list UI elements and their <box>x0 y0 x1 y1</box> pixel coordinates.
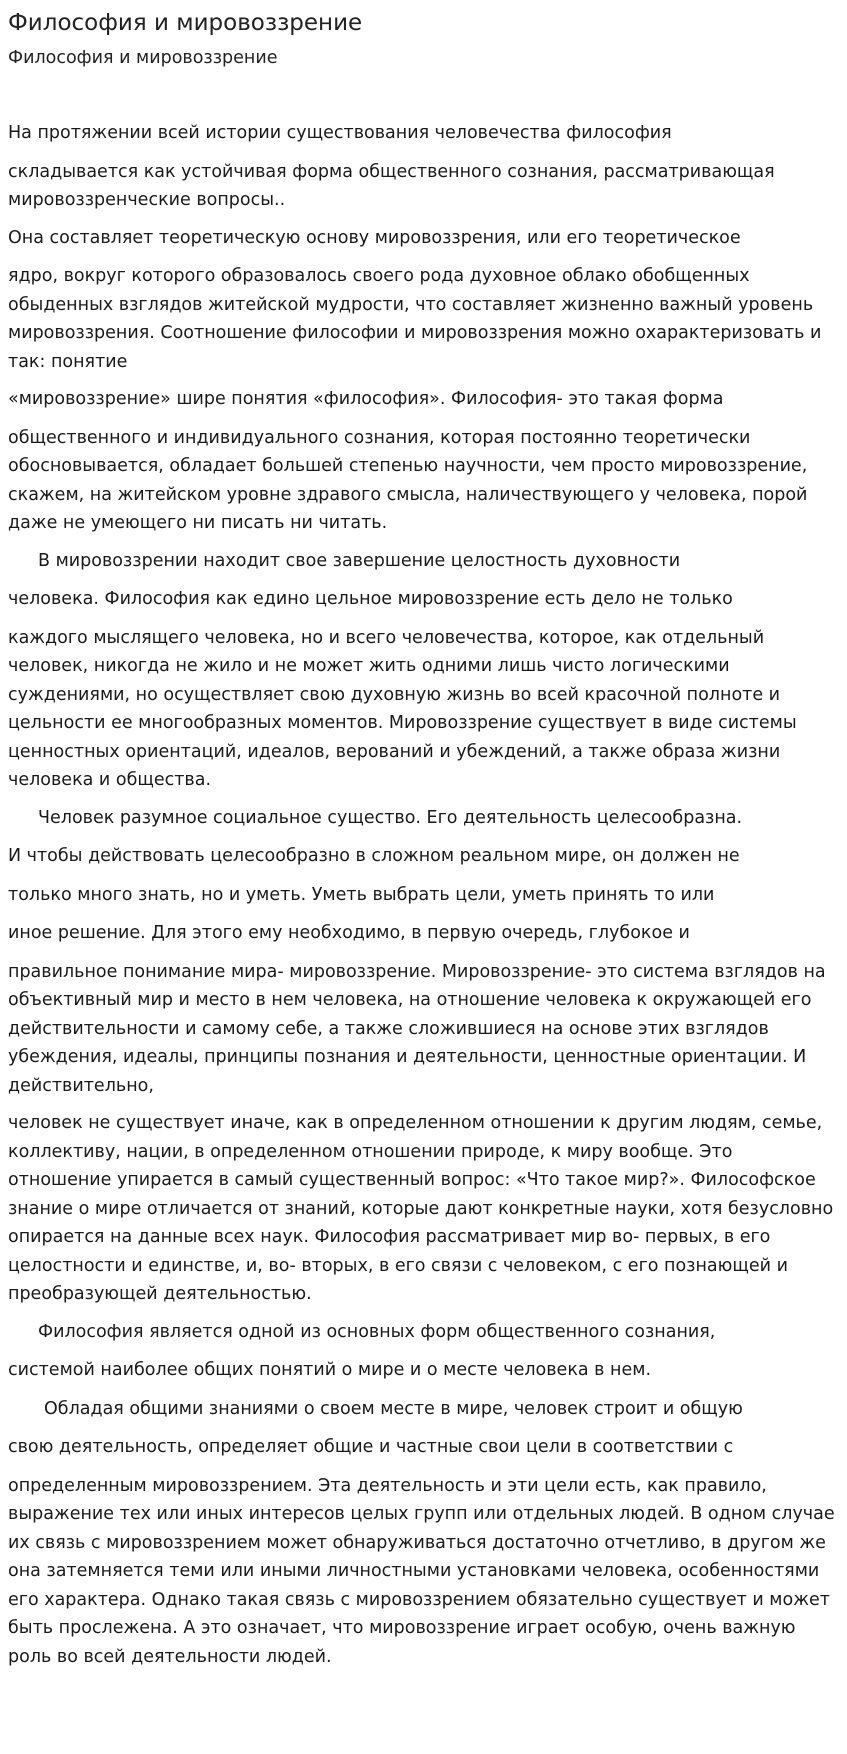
paragraph-4: ядро, вокруг которого образовалось своего рода духовное облако обобщенных обыденных взглядов житейской мудрости, что составляет жизненно важный уровень мировоззрения. Соотношение философии и мировоззрения можно охарактеризовать и так: понятие <box>8 266 822 372</box>
paragraph-11: И чтобы действовать целесообразно в сложном реальном мире, он должен не <box>8 846 740 866</box>
paragraph-18: Обладая общими знаниями о своем месте в мире, человек строит и общую <box>44 1398 743 1419</box>
paragraph-6: общественного и индивидуального сознания, которая постоянно теоретически обосновывается, обладает большей степенью научности, чем просто мировоззрение, скажем, на житейском уровне здравого смысла, наличествующего у человека, порой даже не умеющего ни писать ни читать. <box>8 427 808 533</box>
paragraph-7: В мировоззрении находит свое завершение целостность духовности <box>38 550 681 571</box>
paragraph-13: иное решение. Для этого ему необходимо, в первую очередь, глубокое и <box>8 923 690 943</box>
paragraph-16: Философия является одной из основных форм общественного сознания, <box>38 1321 716 1342</box>
paragraph-14: правильное понимание мира- мировоззрение. Мировоззрение- это система взглядов на объективный мир и место в нем человека, на отношение человека к окружающей его действительности и самому себе, а также сложившиеся на основе этих взглядов убеждения, идеалы, принципы познания и деятельности, ценностные ориентации. И действительно, <box>8 961 826 1096</box>
paragraph-3: Она составляет теоретическую основу мировоззрения, или его теоретическое <box>8 227 741 248</box>
paragraph-5: «мировоззрение» шире понятия «философия». Философия- это такая форма <box>8 389 724 409</box>
paragraph-9: каждого мыслящего человека, но и всего человечества, которое, как отдельный человек, никогда не жило и не может жить одними лишь чисто логическими суждениями, но осуществляет свою духовную жизнь во всей красочной полноте и цельности ее многообразных моментов. Мировоззрение существует в виде системы ценностных ориентаций, идеалов, верований и убеждений, а также образа жизни человека и общества. <box>8 627 797 790</box>
paragraph-1: На протяжении всей истории существования человечества философия <box>8 123 672 143</box>
paragraph-12: только много знать, но и уметь. Уметь выбрать цели, уметь принять то или <box>8 884 715 905</box>
paragraph-10: Человек разумное социальное существо. Его деятельность целесообразна. <box>38 807 743 828</box>
paragraph-15: человек не существует иначе, как в определенном отношении к другим людям, семье, коллективу, нации, в определенном отношении природе, к миру вообще. Это отношение упирается в самый существенный вопрос: «Что такое мир?». Философское знание о мире отличается от знаний, которые дают конкретные науки, хотя безусловно опирается на данные всех наук. Философия рассматривает мир во- первых, в его целостности и единстве, и, во- вторых, в его связи с человеком, с его познающей и преобразующей деятельностью. <box>8 1113 834 1304</box>
document-body <box>8 119 839 1671</box>
page-title: Философия и мировоззрение <box>8 10 363 36</box>
paragraph-17: системой наиболее общих понятий о мире и о месте человека в нем. <box>8 1360 652 1380</box>
page-subtitle: Философия и мировоззрение <box>8 48 278 68</box>
paragraph-20: определенным мировоззрением. Эта деятельность и эти цели есть, как правило, выражение тех или иных интересов целых групп или отдельных людей. В одном случае их связь с мировоззрением может обнаруживаться достаточно отчетливо, в другом же она затемняется теми или иными личностными установками человека, особенностями его характера. Однако такая связь с мировоззрением обязательно существует и может быть прослежена. А это означает, что мировоззрение играет особую, очень важную роль во всей деятельности людей. <box>8 1475 835 1667</box>
paragraph-2: складывается как устойчивая форма общественного сознания, рассматривающая мировоззренческие вопросы.. <box>8 161 775 210</box>
paragraph-19: свою деятельность, определяет общие и частные свои цели в соответствии с <box>8 1437 734 1457</box>
paragraph-8: человека. Философия как едино цельное мировоззрение есть дело не только <box>8 589 733 609</box>
